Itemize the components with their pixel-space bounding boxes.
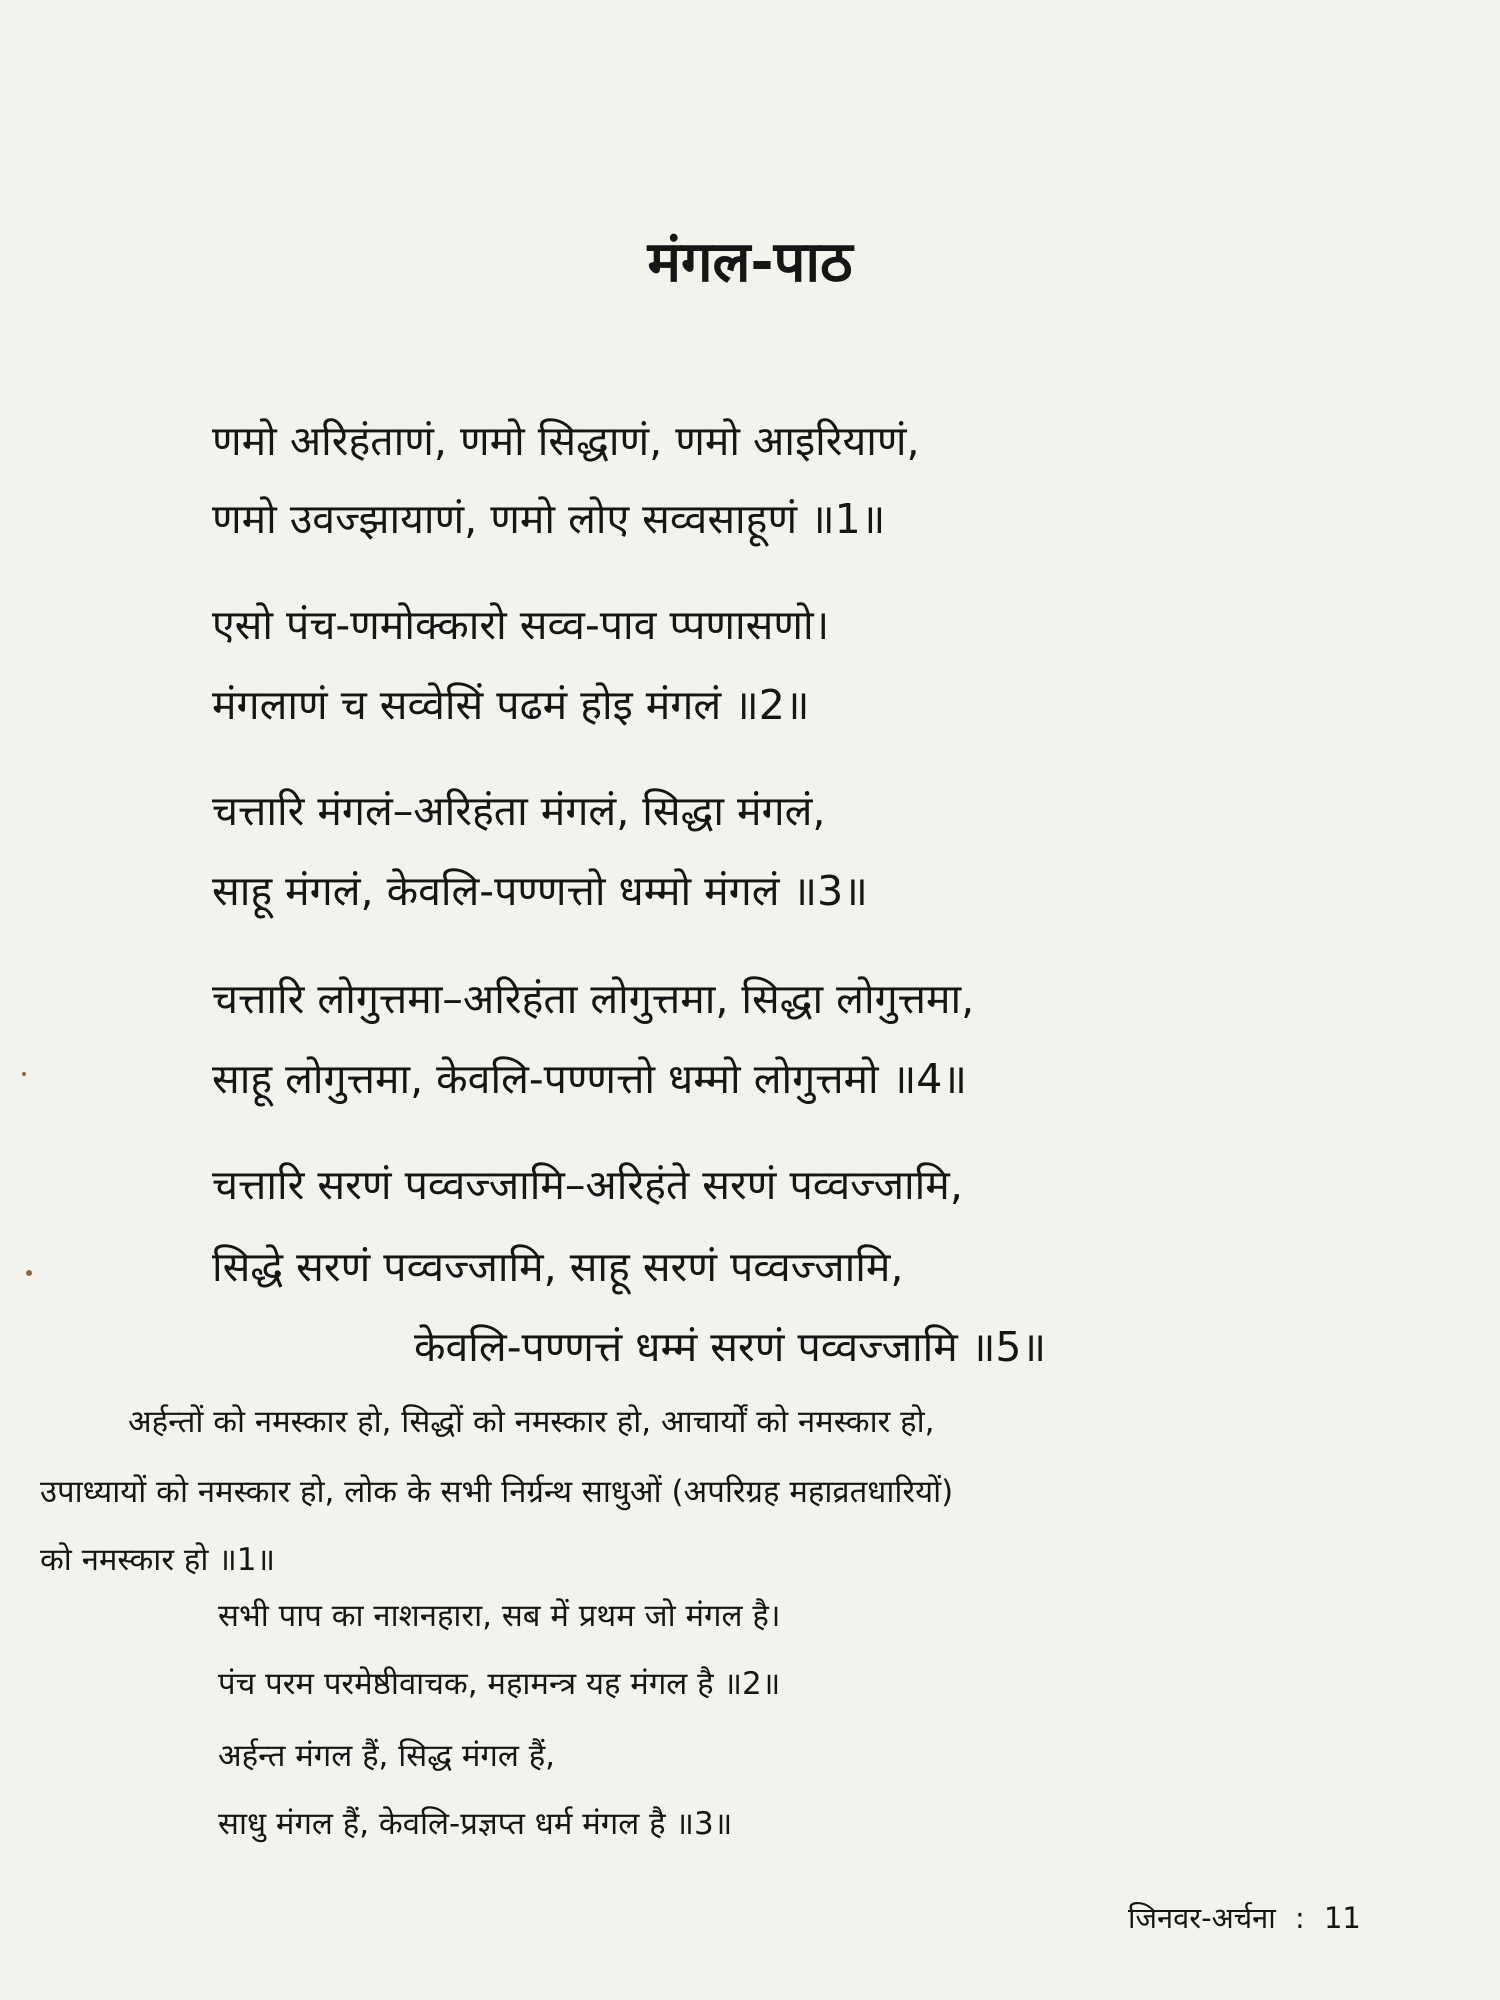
translation-line: अर्हन्तों को नमस्कार हो, सिद्धों को नमस्कार हो, आचार्यों को नमस्कार हो,	[128, 1404, 935, 1440]
ink-speck	[26, 1270, 32, 1276]
verse-line: चत्तारि मंगलं–अरिहंता मंगलं, सिद्धा मंगलं,	[212, 787, 826, 835]
translation-line: को नमस्कार हो ॥1॥	[40, 1542, 276, 1578]
verse-line: एसो पंच-णमोक्कारो सव्व-पाव प्पणासणो।	[212, 601, 830, 649]
page-footer	[1128, 1898, 1361, 1937]
poem-line: सभी पाप का नाशनहारा, सब में प्रथम जो मंगल है।	[218, 1598, 781, 1634]
footer-separator: :	[1294, 1901, 1305, 1935]
poem-line: पंच परम परमेष्ठीवाचक, महामन्त्र यह मंगल है ॥2॥	[218, 1666, 781, 1702]
verse-line: णमो उवज्झायाणं, णमो लोए सव्वसाहूणं ॥1॥	[212, 495, 886, 543]
verse-line: सिद्धे सरणं पव्वज्जामि, साहू सरणं पव्वज्जामि,	[212, 1243, 904, 1291]
verse-line: साहू मंगलं, केवलि-पण्णत्तो धम्मो मंगलं ॥3॥	[212, 867, 868, 915]
verse-line: मंगलाणं च सव्वेसिं पढमं होइ मंगलं ॥2॥	[212, 681, 810, 729]
ink-speck	[22, 1072, 26, 1076]
translation-line: उपाध्यायों को नमस्कार हो, लोक के सभी निर्ग्रन्थ साधुओं (अपरिग्रह महाव्रतधारियों)	[40, 1474, 954, 1510]
verse-line: णमो अरिहंताणं, णमो सिद्धाणं, णमो आइरियाणं,	[212, 417, 920, 465]
verse-line: साहू लोगुत्तमा, केवलि-पण्णत्तो धम्मो लोगुत्तमो ॥4॥	[212, 1055, 967, 1103]
poem-line: साधु मंगल हैं, केवलि-प्रज्ञप्त धर्म मंगल है ॥3॥	[218, 1806, 733, 1842]
poem-line: अर्हन्त मंगल हैं, सिद्ध मंगल हैं,	[218, 1738, 556, 1774]
verse-line: चत्तारि सरणं पव्वज्जामि–अरिहंते सरणं पव्वज्जामि,	[212, 1161, 963, 1209]
verse-line: केवलि-पण्णत्तं धम्मं सरणं पव्वज्जामि ॥5॥	[414, 1323, 1047, 1371]
verse-line: चत्तारि लोगुत्तमा–अरिहंता लोगुत्तमा, सिद्धा लोगुत्तमा,	[212, 975, 975, 1023]
page-number: 11	[1323, 1901, 1361, 1935]
book-title: जिनवर-अर्चना	[1128, 1901, 1276, 1935]
page-title: मंगल-पाठ	[647, 230, 853, 295]
